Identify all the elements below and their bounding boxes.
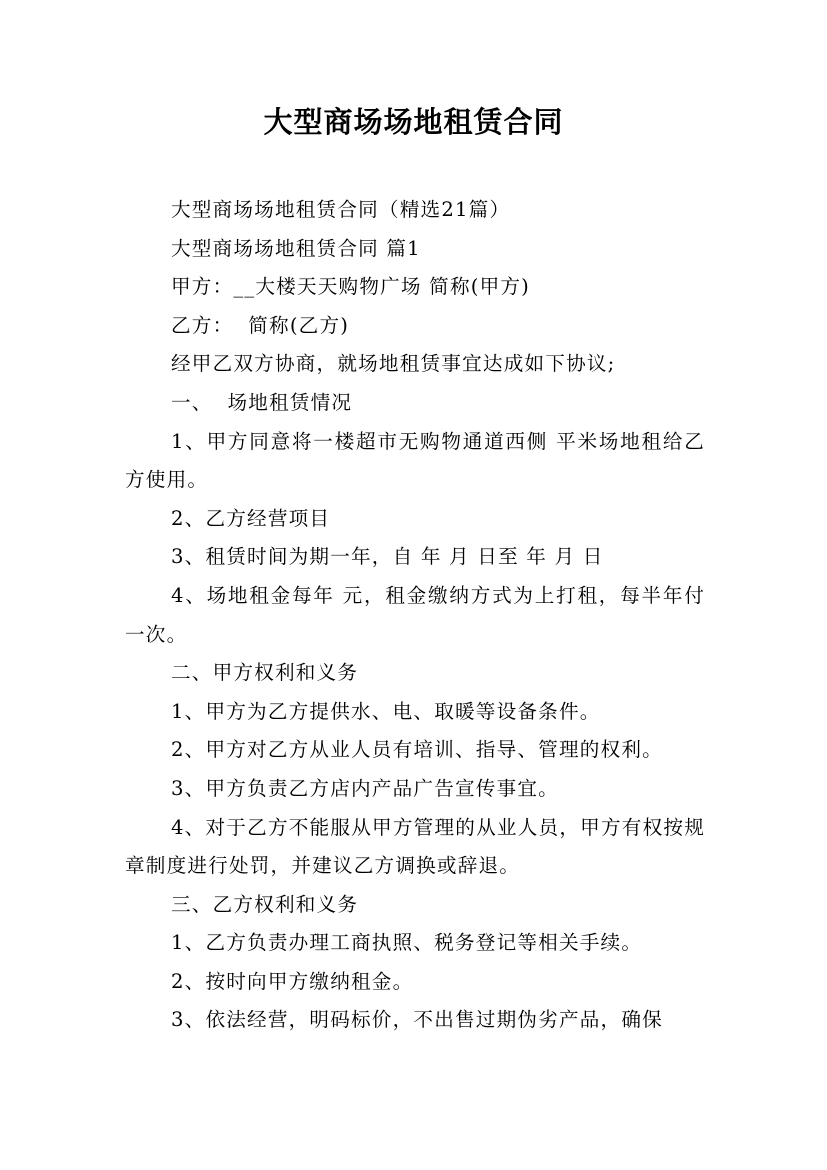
document-title: 大型商场场地租赁合同: [263, 105, 564, 139]
section-heading-party-a-rights: 二、甲方权利和义务: [171, 661, 359, 685]
paragraph-agreement-intro: 经甲乙双方协商，就场地租赁事宜达成如下协议;: [171, 352, 616, 376]
clause-2-3: 3、甲方负责乙方店内产品广告宣传事宜。: [171, 776, 559, 800]
paragraph-party-a: 甲方：__大楼天天购物广场 简称(甲方): [171, 275, 531, 299]
clause-2-2: 2、甲方对乙方从业人员有培训、指导、管理的权利。: [171, 738, 663, 762]
clause-1-4: 4、场地租金每年 元，租金缴纳方式为上打租，每半年付一次。: [125, 583, 705, 646]
document-body: [125, 191, 705, 1040]
clause-2-1: 1、甲方为乙方提供水、电、取暖等设备条件。: [171, 699, 601, 723]
section-heading-lease: 一、 场地租赁情况: [171, 390, 353, 414]
paragraph-article-heading: 大型商场场地租赁合同 篇1: [171, 236, 421, 260]
clause-2-4: 4、对于乙方不能服从甲方管理的从业人员，甲方有权按规章制度进行处罚，并建议乙方调换或辞退。: [125, 815, 705, 878]
clause-3-2: 2、按时向甲方缴纳租金。: [171, 969, 414, 993]
section-heading-party-b-rights: 三、乙方权利和义务: [171, 892, 359, 916]
paragraph-party-b: 乙方： 简称(乙方): [171, 313, 350, 337]
paragraph-subtitle: 大型商场场地租赁合同（精选21篇）: [171, 198, 511, 221]
clause-1-2: 2、乙方经营项目: [171, 506, 331, 530]
clause-3-1: 1、乙方负责办理工商执照、税务登记等相关手续。: [171, 931, 643, 955]
clause-1-1: 1、甲方同意将一楼超市无购物通道西侧 平米场地租给乙方使用。: [125, 429, 705, 492]
clause-3-3: 3、依法经营，明码标价，不出售过期伪劣产品，确保: [171, 1008, 663, 1032]
clause-1-3: 3、租赁时间为期一年，自 年 月 日至 年 月 日: [171, 545, 604, 569]
